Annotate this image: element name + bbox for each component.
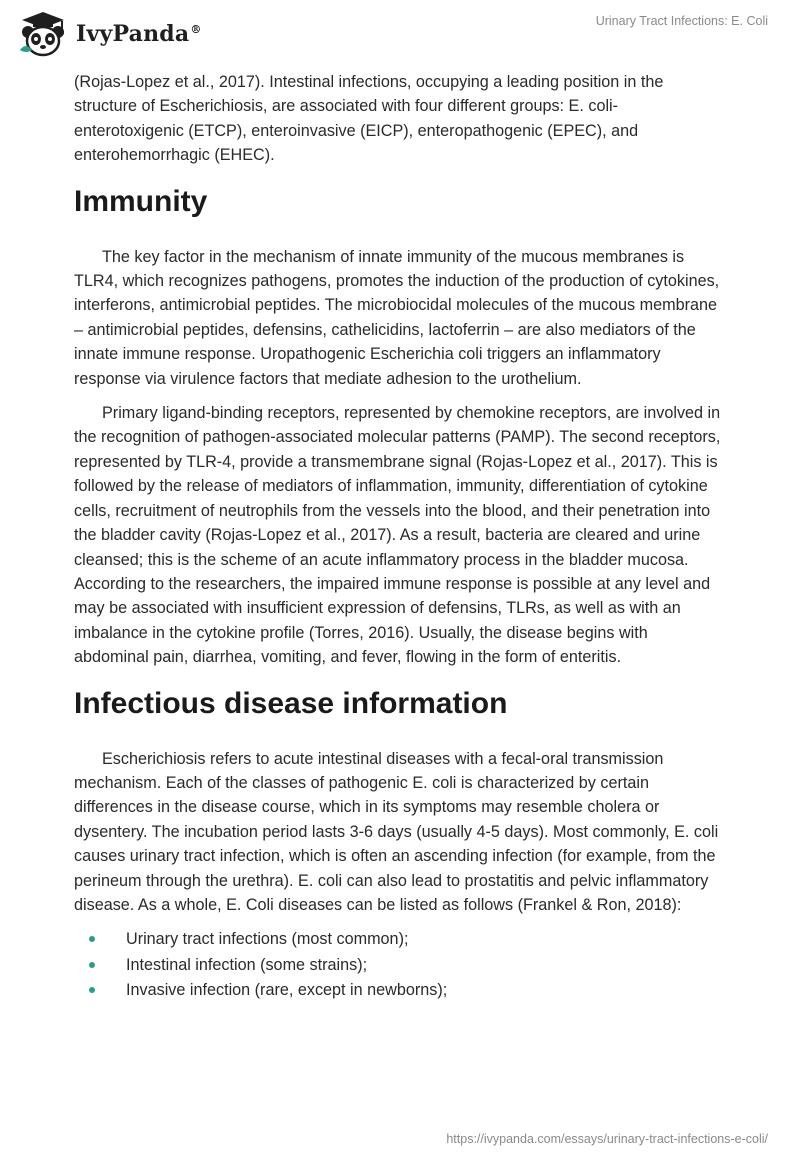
article-body — [74, 70, 724, 1004]
disease-list — [74, 927, 724, 1004]
heading-infectious-disease: Infectious disease information — [74, 686, 508, 720]
heading-immunity: Immunity — [74, 184, 208, 218]
panda-graduate-icon — [16, 10, 70, 58]
page-header — [0, 0, 800, 70]
brand-name: IvyPanda® — [76, 21, 202, 47]
bullet-dot-icon — [89, 987, 95, 993]
list-item — [74, 978, 724, 1004]
brand-logo[interactable] — [16, 10, 202, 58]
infectious-paragraph-1: Escherichiosis refers to acute intestinal diseases with a fecal-oral transmission mechanism. Each of the classes of pathogenic E. coli is characterized by certain differences in the disease course, which in its symptoms may resemble cholera or dysentery. The incubation period lasts 3-6 days (usually 4-5 days). Most commonly, E. coli causes urinary tract infection, which is often an ascending infection (for example, from the perineum through the urethra). E. coli can also lead to prostatitis and pelvic inflammatory disease. As a whole, E. Coli diseases can be listed as follows (Frankel & Ron, 2018): — [74, 749, 719, 914]
immunity-paragraph-1: The key factor in the mechanism of innate immunity of the mucous membranes is TLR4, which recognizes pathogens, promotes the induction of the production of cytokines, interferons, antimicrobial peptides. The microbiocidal molecules of the mucous membrane – antimicrobial peptides, defensins, cathelicidins, lactoferrin – are also mediators of the innate immune response. Uropathogenic Escherichia coli triggers an inflammatory response via virulence factors that mediate adhesion to the urothelium. — [74, 247, 720, 388]
list-item-text: Invasive infection (rare, except in newborns); — [126, 981, 448, 1000]
bullet-dot-icon — [89, 936, 95, 942]
intro-paragraph: (Rojas-Lopez et al., 2017). Intestinal infections, occupying a leading position in the structure of Escherichiosis, are associated with four different groups: E. coli-enterotoxigenic (ETCP), enteroinvasive (EICP), enteropathogenic (EPEC), and enterohemorrhagic (EHEC). — [74, 73, 664, 165]
source-url-link[interactable]: https://ivypanda.com/essays/urinary-tract-infections-e-coli/ — [446, 1132, 768, 1146]
immunity-paragraph-2: Primary ligand-binding receptors, represented by chemokine receptors, are involved in the recognition of pathogen-associated molecular patterns (PAMP). The second receptors, represented by TLR-4, provide a transmembrane signal (Rojas-Lopez et al., 2017). This is followed by the release of mediators of inflammation, immunity, differentiation of cytokine cells, recruitment of neutrophils from the vessels into the blood, and their penetration into the bladder cavity (Rojas-Lopez et al., 2017). As a result, bacteria are cleared and urine cleansed; this is the scheme of an acute inflammatory process in the bladder mucosa. According to the researchers, the impaired immune response is possible at any level and may be associated with insufficient expression of defensins, TLRs, as well as with an imbalance in the cytokine profile (Torres, 2016). Usually, the disease begins with abdominal pain, diarrhea, vomiting, and fever, flowing in the form of enteritis. — [74, 404, 721, 667]
list-item-text: Intestinal infection (some strains); — [126, 955, 368, 974]
list-item-text: Urinary tract infections (most common); — [126, 930, 409, 949]
list-item — [74, 953, 724, 979]
bullet-dot-icon — [89, 962, 95, 968]
running-title: Urinary Tract Infections: E. Coli — [595, 14, 768, 28]
list-item — [74, 927, 724, 953]
